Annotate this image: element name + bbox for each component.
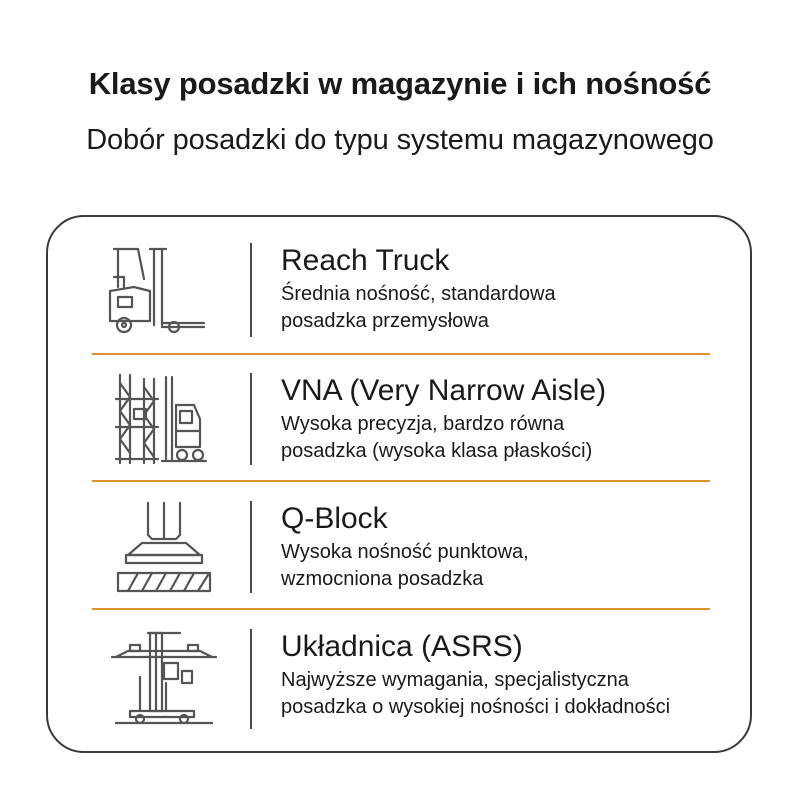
item-desc-line: wzmocniona posadzka [281, 568, 484, 590]
item-desc-line: posadzka przemysłowa [281, 310, 489, 332]
item-desc-line: Średnia nośność, standardowa [281, 283, 556, 305]
vna-forklift-rack-icon [104, 369, 224, 469]
divider-line [92, 353, 710, 355]
item-desc-line: Najwyższe wymagania, specjalistyczna [281, 669, 629, 691]
item-desc-line: posadzka (wysoka klasa płaskości) [281, 440, 593, 462]
separator-line [250, 373, 252, 465]
item-title: Układnica (ASRS) [281, 630, 523, 663]
divider-line [92, 480, 710, 482]
page-title: Klasy posadzki w magazynie i ich nośność [88, 66, 712, 101]
divider-line [92, 608, 710, 610]
item-title: Reach Truck [281, 244, 450, 277]
reach-truck-icon [104, 239, 224, 339]
item-desc-line: Wysoka precyzja, bardzo równa [281, 413, 565, 435]
separator-line [250, 629, 252, 729]
asrs-stacker-crane-icon [104, 627, 224, 727]
page-subtitle: Dobór posadzki do typu systemu magazynowego [86, 124, 714, 156]
separator-line [250, 243, 252, 337]
item-title: Q-Block [281, 502, 388, 535]
item-title: VNA (Very Narrow Aisle) [281, 374, 607, 407]
point-load-icon [104, 499, 224, 599]
item-desc-line: Wysoka nośność punktowa, [281, 541, 529, 563]
item-desc-line: posadzka o wysokiej nośności i dokładności [281, 696, 671, 718]
floor-classes-card [46, 215, 752, 753]
separator-line [250, 501, 252, 593]
